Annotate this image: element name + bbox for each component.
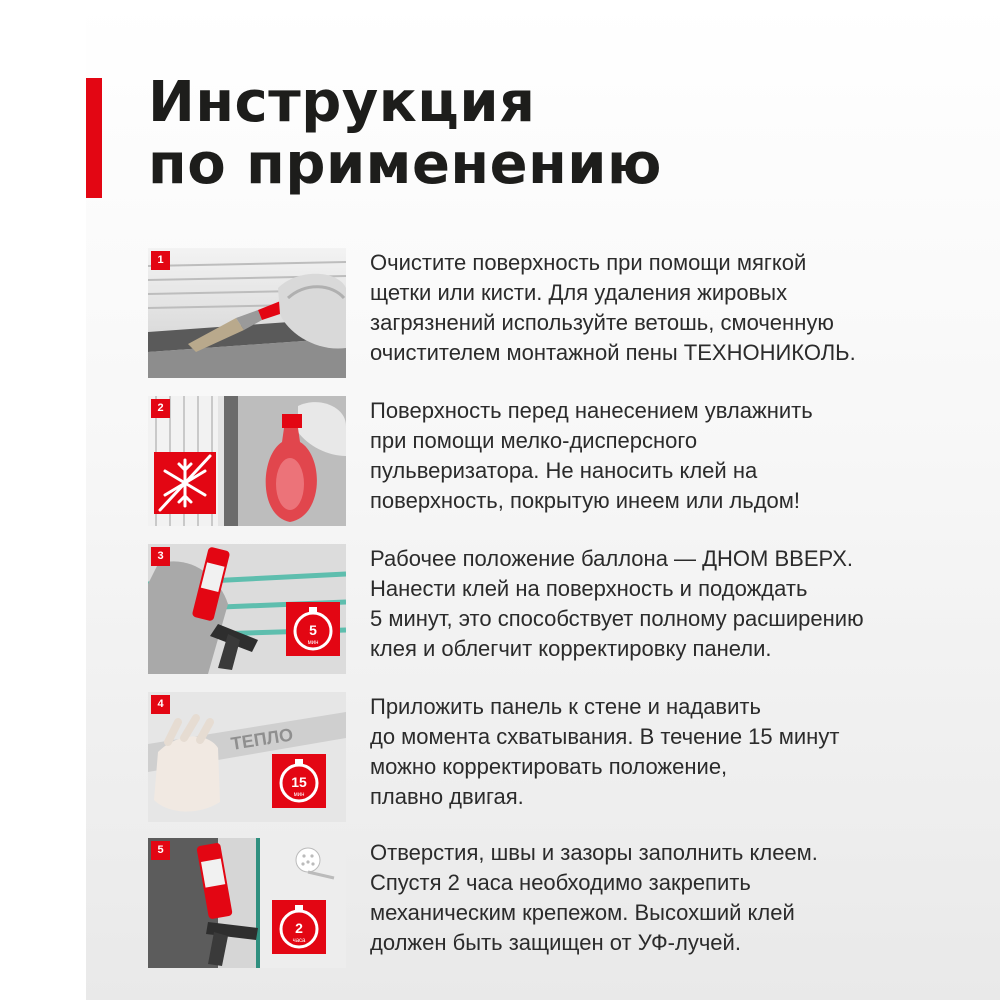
text-line: до момента схватывания. В течение 15 минут (370, 724, 840, 749)
timer-unit: часа (292, 938, 306, 944)
step-5 (148, 838, 948, 968)
title-line-2: по применению (148, 132, 662, 197)
step-number: 2 (151, 399, 170, 418)
red-accent-bar (86, 78, 102, 198)
panel-print: ТЕПЛО (229, 724, 295, 754)
step-4 (148, 692, 948, 822)
timer-unit: мин (293, 792, 305, 798)
timer-value: 5 (309, 622, 317, 638)
step-2-image (148, 396, 346, 526)
step-1-text (370, 248, 930, 368)
panel-press-photo-icon (148, 692, 346, 822)
step-3-image (148, 544, 346, 674)
spray-bottle-photo-icon (148, 396, 346, 526)
timer-value: 15 (291, 774, 307, 790)
timer-value: 2 (295, 920, 303, 936)
step-5-image (148, 838, 346, 968)
step-number: 4 (151, 695, 170, 714)
text-line: загрязнений используйте ветошь, смоченную (370, 310, 834, 335)
text-line: Очистите поверхность при помощи мягкой (370, 250, 807, 275)
brush-cleaning-photo-icon (148, 248, 346, 378)
step-number: 1 (151, 251, 170, 270)
step-4-text (370, 692, 930, 812)
text-line: плавно двигая. (370, 784, 524, 809)
text-line: механическим крепежом. Высохший клей (370, 900, 795, 925)
step-4-image (148, 692, 346, 822)
step-1-image (148, 248, 346, 378)
step-3 (148, 544, 948, 674)
step-5-text (370, 838, 930, 958)
text-line: Нанести клей на поверхность и подождать (370, 576, 808, 601)
text-line: должен быть защищен от УФ-лучей. (370, 930, 741, 955)
text-line: при помощи мелко-дисперсного (370, 428, 698, 453)
step-2 (148, 396, 948, 526)
text-line: поверхность, покрытую инеем или льдом! (370, 488, 800, 513)
step-2-text (370, 396, 930, 516)
text-line: Отверстия, швы и зазоры заполнить клеем. (370, 840, 818, 865)
step-3-text (370, 544, 930, 664)
title-line-1: Инструкция (148, 70, 536, 135)
text-line: Рабочее положение баллона — ДНОМ ВВЕРХ. (370, 546, 853, 571)
foam-gun-gap-photo-icon (148, 838, 346, 968)
text-line: 5 минут, это способствует полному расширению (370, 606, 864, 631)
text-line: очистителем монтажной пены ТЕХНОНИКОЛЬ. (370, 340, 856, 365)
step-number: 5 (151, 841, 170, 860)
text-line: клея и облегчит корректировку панели. (370, 636, 772, 661)
timer-unit: мин (307, 640, 319, 646)
text-line: Спустя 2 часа необходимо закрепить (370, 870, 751, 895)
text-line: Приложить панель к стене и надавить (370, 694, 761, 719)
text-line: можно корректировать положение, (370, 754, 728, 779)
step-number: 3 (151, 547, 170, 566)
page-title (148, 72, 662, 196)
step-1 (148, 248, 948, 378)
text-line: пульверизатора. Не наносить клей на (370, 458, 758, 483)
foam-gun-photo-icon (148, 544, 346, 674)
text-line: Поверхность перед нанесением увлажнить (370, 398, 813, 423)
text-line: щетки или кисти. Для удаления жировых (370, 280, 788, 305)
